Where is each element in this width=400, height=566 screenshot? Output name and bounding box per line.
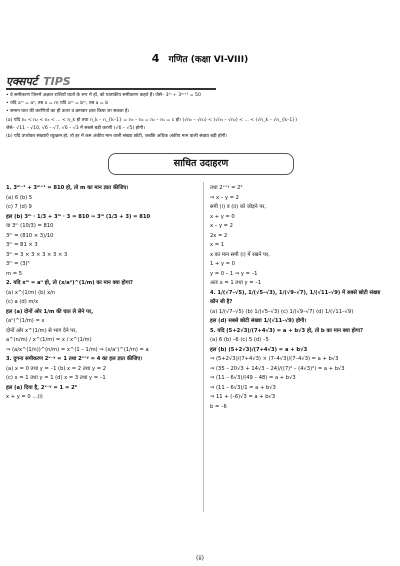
tips-list bbox=[6, 92, 392, 141]
text-line: (aⁿ)^(1/m) = x bbox=[6, 318, 45, 324]
text-line: ⇒ (5+2√3)/(7+4√3) × (7–4√3)/(7–4√3) = a + b√3 bbox=[210, 356, 339, 362]
question-line: 2. यदि xᵐ = aⁿ हो, तो (x/aⁿ)^(1/m) का मान क्या होगा? bbox=[6, 280, 133, 286]
text-line: 3ᵐ = (3)⁵ bbox=[6, 261, 30, 267]
text-line: ⇒ 11 + (–6)√3 = a + b√3 bbox=[210, 394, 276, 400]
tips-underline bbox=[6, 88, 216, 90]
text-line: x + y = 0 bbox=[210, 213, 235, 220]
text-line: (a) 6 (b) –6 (c) 5 (d) –5 bbox=[210, 337, 269, 343]
solution-line: हल (a) दिया है, 2ˣ⁻ʸ = 1 = 2⁰ bbox=[6, 384, 77, 391]
right-column bbox=[210, 184, 396, 412]
question-line: कौन सी है? bbox=[210, 299, 233, 305]
tip-line: (b) यदि उपरोक्त संख्याएँ व्युत्क्रम हो, तो हर में कम अंकीय मान वाली संख्या छोटी, जबकि अधिक अंकीय मान वाली संख्या बड़ी होगी। bbox=[6, 134, 228, 140]
tips-heading bbox=[6, 74, 71, 89]
text-line: (c) a (d) m/x bbox=[6, 299, 39, 305]
tips-heading-english: TIPS bbox=[43, 75, 71, 88]
chapter-title: गणित (कक्षा VI-VIII) bbox=[168, 55, 249, 65]
text-line: m = 5 bbox=[6, 270, 22, 277]
text-line: 3ᵐ = 3 × 3 × 3 × 3 × 3 bbox=[6, 251, 68, 258]
text-line: y = 0 – 1 ⇒ y = –1 bbox=[210, 270, 258, 277]
column-divider bbox=[203, 182, 204, 512]
text-line: b = –6 bbox=[210, 403, 227, 410]
tips-heading-hindi: एक्सपर्ट bbox=[6, 75, 38, 88]
text-line: तथा 2ˣ⁺ʸ = 2² bbox=[210, 185, 243, 191]
solved-examples-banner: साधित उदाहरण bbox=[108, 153, 294, 175]
question-line: 4. 1/(√7–√5), 1/(√5–√3), 1/(√9–√7), 1/(√11–√9) में सबसे छोटी संख्या bbox=[210, 289, 381, 296]
text-line: x – y = 2 bbox=[210, 223, 233, 229]
solution-line: हल (b) (5+2√3)/(7+4√3) = a + b√3 bbox=[210, 346, 308, 353]
page-header bbox=[0, 52, 400, 65]
tip-line: • समान घात की करणियों का ही ऊपर व क्रमवार ज्ञात किया जा सकता है। bbox=[6, 109, 130, 115]
left-column bbox=[6, 184, 196, 403]
chapter-number: 4 bbox=[151, 52, 160, 65]
text-line: 1 + y = 0 bbox=[210, 261, 235, 267]
tip-line: • यदि aᵐ = aⁿ, तब x = m यदि aᵐ = bᵐ, तब a = b bbox=[6, 101, 109, 107]
text-line: (a) x^(1/m) (b) x/n bbox=[6, 289, 56, 296]
text-line: अतः x = 1 तथा y = –1 bbox=[210, 280, 262, 286]
question-line: 3. दुगना समीकरण 2ˣ⁻ʸ = 1 तथा 2ˣ⁺ʸ = 4 का हल ज्ञात कीजिए। bbox=[6, 356, 143, 362]
text-line: ⇒ (35 – 20√3 + 14√3 – 24)/((7)² – (4√3)²) = a + b√3 bbox=[210, 365, 345, 372]
text-line: ⇒ (11 – 6√3)/(49 – 48) = a + b√3 bbox=[210, 375, 296, 381]
page-number: (ii) bbox=[195, 555, 204, 562]
text-line: ⇒ (11 – 6√3)/1 = a + b√3 bbox=[210, 384, 276, 391]
text-line: (a) 6 (b) 5 bbox=[6, 194, 33, 201]
text-line: या 3ᵐ (10/3) = 810 bbox=[6, 223, 54, 229]
text-line: x का मान समी (i) में रखने पर, bbox=[210, 251, 270, 258]
text-line: (c) 7 (d) 9 bbox=[6, 204, 32, 210]
tip-line: जैसे– √11 – √10, √6 – √7, √6 – √3 में सबसे बड़ी करणी (√6 – √5) होगी। bbox=[6, 125, 145, 131]
tip-line: • वे समीकरण जिनमें अज्ञात राशियाँ घातों के रूप में हों, को घातांकीय समीकरण कहते हैं। जैसे– 3ᵐ + 3ᵐ⁺¹ = 50 bbox=[6, 93, 201, 98]
text-line: 2x = 2 bbox=[210, 232, 228, 239]
solution-line: हल (d) सबसे छोटी संख्या 1/(√11–√9) होगी। bbox=[210, 318, 307, 324]
solution-line: हल (a) दोनों ओर 1/m की घात ले लेने पर, bbox=[6, 308, 94, 315]
text-line: (c) x = 1 तथा y = 1 (d) x = 3 तथा y = –1 bbox=[6, 375, 106, 381]
text-line: दोनों ओर x^(1/m) से भाग देने पर, bbox=[6, 327, 77, 334]
text-line: ⇒ (a/x^(1/n))^(n/m) = x^(1 – 1/m) ⇒ (x/aⁿ)^(1/m) = a bbox=[6, 346, 149, 353]
text-line: (a) 1/(√7–√5) (b) 1/(√5–√3) (c) 1/(√9–√7) (d) 1/(√11–√9) bbox=[210, 308, 354, 315]
text-line: x = 1 bbox=[210, 242, 225, 248]
text-line: ⇒ x – y = 2 bbox=[210, 194, 239, 201]
text-line: 3ᵐ = (810 × 3)/10 bbox=[6, 232, 54, 239]
question-line: 5. यदि (5+2√3)/(7+4√3) = a + b√3 हो, तो b का मान क्या होगा? bbox=[210, 327, 364, 334]
text-line: a^(n/m) / x^(1/m) = x / x^(1/m) bbox=[6, 337, 92, 343]
solution-line: हल (b) 3ᵐ · 1/3 + 3ᵐ · 3 = 810 ⇒ 3ᵐ (1/3 + 3) = 810 bbox=[6, 213, 151, 220]
text-line: (a) x = 0 तथा y = –1 (b) x = 2 तथा y = 2 bbox=[6, 365, 106, 372]
tip-line: (a) यदि n₁ < n₂ < n₃ < ... < n_k हो तथा n_k – n_{k–1} = n₃ – n₂ = n₂ – n₁ = c हो। (√n₂ – √n₁) < (√n₃ – √n₂) < ... < (√n_k – √n_{k–1}) bbox=[6, 117, 298, 123]
question-line: 1. 3ᵐ⁻¹ + 3ᵐ⁺¹ = 810 हो, तो m का मान ज्ञात कीजिए। bbox=[6, 185, 129, 191]
text-line: x + y = 0 ...(i) bbox=[6, 394, 43, 400]
text-line: 3ᵐ = 81 × 3 bbox=[6, 242, 38, 248]
text-line: समी (i) व (ii) को जोड़ने पर, bbox=[210, 204, 267, 210]
